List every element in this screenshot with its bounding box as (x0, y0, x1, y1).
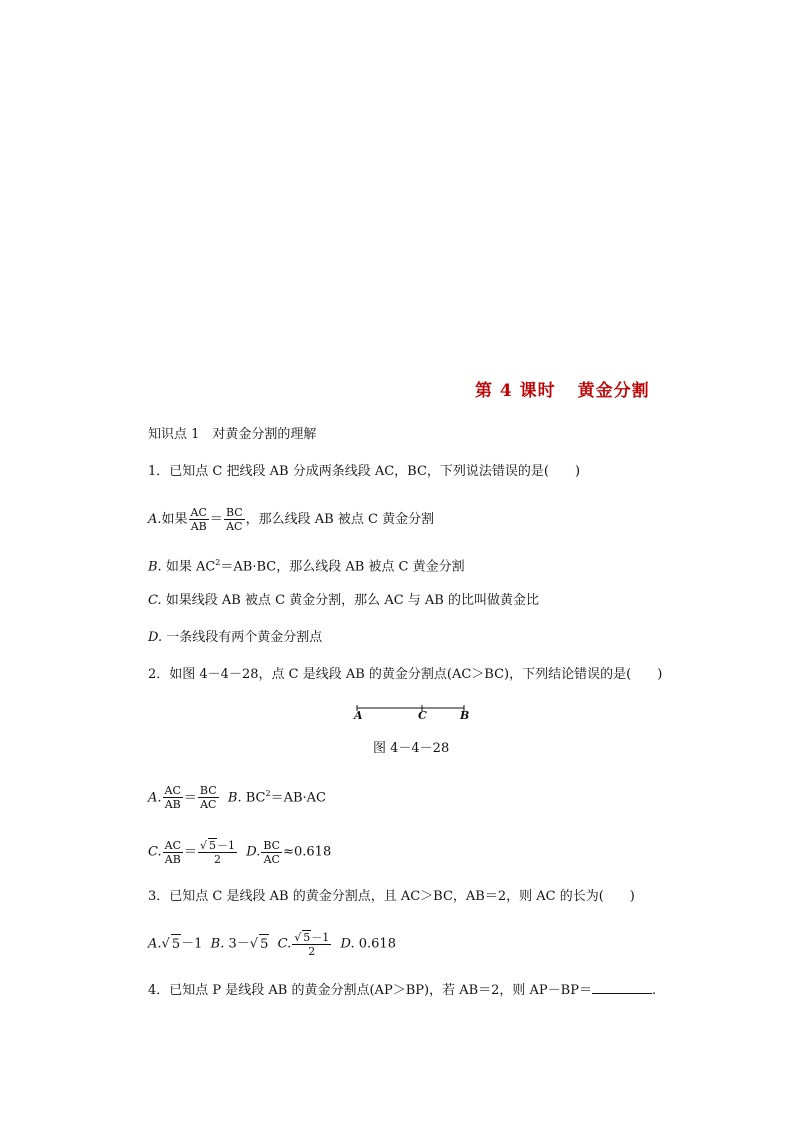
q1-option-d (148, 628, 322, 648)
q1-option-b (148, 553, 465, 577)
fraction (198, 784, 219, 811)
option-text: 0.618 (358, 936, 396, 952)
knowledge-point-heading: 知识点 1 对黄金分割的理解 (148, 427, 317, 442)
segment-diagram (352, 700, 472, 726)
option-text: ＝AB·BC，那么线段 AB 被点 C 黄金分割 (220, 559, 465, 575)
figure-caption: 图 4－4－28 (373, 741, 450, 756)
fraction (198, 838, 237, 866)
option-text: 如果 (161, 512, 188, 527)
option-text: ＝AB·AC (270, 790, 326, 806)
fraction (292, 930, 331, 958)
superscript: 2 (265, 789, 271, 798)
radicand: 5 (303, 931, 311, 944)
q4-stem (148, 981, 656, 1001)
option-label: A. (148, 512, 162, 527)
page-title (475, 376, 650, 401)
option-label: D. (148, 630, 163, 645)
option-label: C. (148, 593, 162, 608)
q4-text: 4．已知点 P 是线段 AB 的黄金分割点(AP＞BP)，若 AB＝2，则 AP－BP＝ (148, 983, 592, 998)
radicand: 5 (259, 934, 269, 955)
numerator: √ 5－1 (294, 931, 330, 944)
denominator: AC (200, 798, 217, 812)
equals: ＝ (184, 844, 198, 860)
denominator: AB (164, 798, 181, 812)
fraction (163, 839, 183, 866)
answer-blank[interactable] (592, 981, 652, 994)
numerator: BC (225, 506, 243, 519)
option-label: A. (148, 790, 162, 806)
q2-options-ab (148, 784, 326, 811)
q2-options-cd (148, 838, 331, 866)
q2-stem: 2．如图 4－4－28，点 C 是线段 AB 的黄金分割点(AC＞BC)，下列结论错误的是( ) (148, 667, 663, 682)
q4-end: . (651, 983, 657, 998)
denominator: AC (263, 852, 280, 866)
fraction (224, 506, 245, 533)
numerator: AC (164, 838, 181, 852)
option-text: BC (245, 790, 266, 806)
option-text: ，那么线段 AB 被点 C 黄金分割 (245, 512, 435, 527)
option-label: B. (210, 936, 225, 952)
denominator: AB (164, 852, 181, 866)
segment-figure (352, 700, 472, 726)
radicand: 5 (209, 839, 217, 852)
numerator: BC (199, 784, 217, 798)
lesson-number: 第 4 课时 (475, 381, 556, 401)
denominator: 2 (308, 945, 316, 958)
q3-stem: 3．已知点 C 是线段 AB 的黄金分割点，且 AC＞BC，AB＝2，则 AC 的长为( ) (148, 889, 635, 904)
denominator: 2 (214, 853, 222, 866)
option-label: C. (277, 936, 292, 952)
denominator: AB (190, 520, 207, 533)
point-c-label: C (418, 709, 427, 722)
numerator-rest: －1 (311, 931, 330, 944)
option-label: B. (148, 559, 162, 575)
equals: ＝ (209, 512, 223, 527)
superscript: 2 (215, 558, 221, 567)
option-text: 如果 AC (165, 559, 216, 575)
option-text: 3－ (228, 936, 250, 952)
option-text: 如果线段 AB 被点 C 黄金分割，那么 AC 与 AB 的比叫做黄金比 (165, 593, 539, 608)
point-a-label: A (354, 709, 363, 722)
q1-option-a (148, 506, 434, 533)
denominator: AC (226, 520, 243, 533)
option-label: A. (148, 936, 162, 952)
fraction (163, 784, 183, 811)
option-label: C. (148, 844, 162, 860)
option-label: D. (246, 844, 261, 860)
option-label: B. (227, 790, 242, 806)
q1-option-c (148, 591, 539, 611)
option-label: D. (340, 936, 355, 952)
numerator: √ 5－1 (200, 839, 236, 852)
numerator: BC (263, 838, 281, 852)
numerator-rest: －1 (217, 839, 236, 852)
equals: ＝ (183, 790, 197, 806)
fraction (189, 506, 209, 533)
option-text: ≈0.618 (283, 844, 332, 860)
numerator: AC (190, 506, 207, 519)
q1-stem: 1．已知点 C 把线段 AB 分成两条线段 AC，BC，下列说法错误的是( ) (148, 464, 581, 479)
fraction (261, 839, 282, 866)
radicand: 5 (171, 934, 181, 955)
q3-options: A.√ 5－1 B. 3－√ 5 C. $\frac{√ 5-1}{2}$ D. 0.618 (148, 931, 396, 958)
option-text: 一条线段有两个黄金分割点 (166, 630, 323, 645)
option-text: －1 (181, 936, 203, 952)
numerator: AC (164, 784, 181, 798)
lesson-topic: 黄金分割 (577, 381, 650, 401)
point-b-label: B (460, 709, 470, 722)
